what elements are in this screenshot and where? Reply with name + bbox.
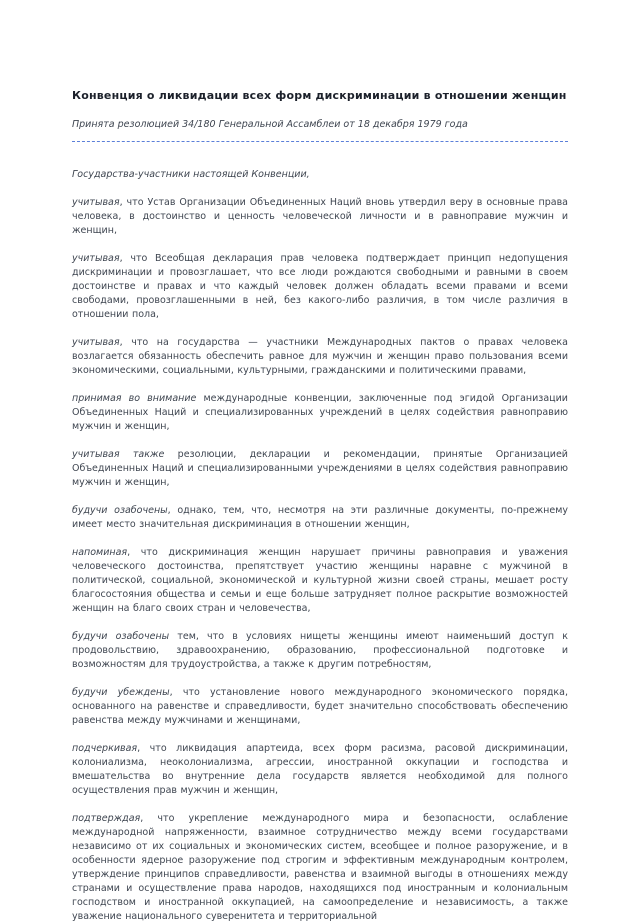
paragraph-lead: напоминая: [72, 547, 128, 558]
preamble-paragraph: [72, 252, 568, 322]
paragraph-lead: учитывая: [72, 337, 120, 348]
paragraph-text: , что укрепление международного мира и безопасности, ослабление международной напряженности, взаимное сотрудничество между всеми государствами независимо от их социальных и экономических систем, всеобщее и полное разоружение, и в особенности ядерное разоружение под строгим и эффективным международным контролем, утверждение принципов справедливости, равенства и взаимной выгоды в отношениях между странами и осуществление права народов, находящихся под иностранным и колониальным господством и иностранной оккупацией, на самоопределение и независимость, а также уважение национального суверенитета и территориальной: [72, 813, 568, 922]
paragraph-text: , что установление нового международного экономического порядка, основанного на равенстве и справедливости, будет значительно способствовать обеспечению равенства между мужчинами и женщинами,: [72, 687, 568, 726]
paragraph-lead: принимая во внимание: [72, 393, 197, 404]
preamble-paragraph: [72, 392, 568, 434]
preamble-paragraph: [72, 742, 568, 798]
document-subtitle: Принята резолюцией 34/180 Генеральной Ассамблеи от 18 декабря 1979 года: [72, 119, 468, 130]
paragraph-text: , что Устав Организации Объединенных Наций вновь утвердил веру в основные права человека, в достоинство и ценность человеческой личности и в равноправие мужчин и женщин,: [72, 197, 568, 236]
paragraph-text: , что дискриминация женщин нарушает причины равноправия и уважения человеческого достоинства, препятствует участию женщины наравне с мужчиной в политической, социальной, экономической и культурной жизни своей страны, мешает росту благосостояния общества и семьи и еще больше затрудняет полное раскрытие возможностей женщин на благо своих стран и человечества,: [72, 547, 568, 614]
paragraph-text: , что Всеобщая декларация прав человека подтверждает принцип недопущения дискриминации и провозглашает, что все люди рождаются свободными и равными в своем достоинстве и правах и что каждый человек должен обладать всеми правами и всеми свободами, провозглашенными в ней, без какого-либо различия, в том числе различия в отношении пола,: [72, 253, 568, 320]
preamble-opening: Государства-участники настоящей Конвенции,: [72, 169, 310, 180]
paragraph-text: , однако, тем, что, несмотря на эти различные документы, по-прежнему имеет место значительная дискриминация в отношении женщин,: [72, 505, 568, 530]
paragraph-lead: будучи озабочены: [72, 505, 168, 516]
paragraph-text: международные конвенции, заключенные под эгидой Организации Объединенных Наций и специализированных учреждений в целях содействия равноправию мужчин и женщин,: [72, 393, 568, 432]
paragraph-lead: учитывая: [72, 197, 120, 208]
preamble-paragraph: [72, 448, 568, 490]
paragraph-text: тем, что в условиях нищеты женщины имеют наименьший доступ к продовольствию, здравоохранению, образованию, профессиональной подготовке и возможностям для трудоустройства, а также к другим потребностям,: [72, 631, 568, 670]
preamble-paragraph: [72, 504, 568, 532]
preamble-paragraph: [72, 336, 568, 378]
paragraph-lead: будучи убеждены: [72, 687, 170, 698]
paragraph-text: , что ликвидация апартеида, всех форм расизма, расовой дискриминации, колониализма, неоколониализма, агрессии, иностранной оккупации и господства и вмешательства во внутренние дела государств является необходимой для полного осуществления прав мужчин и женщин,: [72, 743, 568, 796]
dashed-separator: [72, 141, 568, 142]
preamble-paragraph: [72, 546, 568, 616]
paragraph-text: резолюции, декларации и рекомендации, принятые Организацией Объединенных Наций и специализированными учреждениями в целях содействия равноправию мужчин и женщин,: [72, 449, 568, 488]
document-title: Конвенция о ликвидации всех форм дискриминации в отношении женщин: [72, 89, 567, 102]
preamble-paragraph: [72, 630, 568, 672]
preamble-paragraph: [72, 686, 568, 728]
paragraph-lead: учитывая: [72, 253, 120, 264]
paragraph-lead: подчеркивая: [72, 743, 138, 754]
preamble-paragraph: [72, 196, 568, 238]
paragraph-lead: будучи озабочены: [72, 631, 170, 642]
paragraph-lead: подтверждая: [72, 813, 141, 824]
paragraph-lead: учитывая также: [72, 449, 165, 460]
paragraph-text: , что на государства — участники Международных пактов о правах человека возлагается обязанность обеспечить равное для мужчин и женщин право пользования всеми экономическими, социальными, культурными, гражданскими и политическими правами,: [72, 337, 568, 376]
preamble-paragraph: [72, 812, 568, 924]
